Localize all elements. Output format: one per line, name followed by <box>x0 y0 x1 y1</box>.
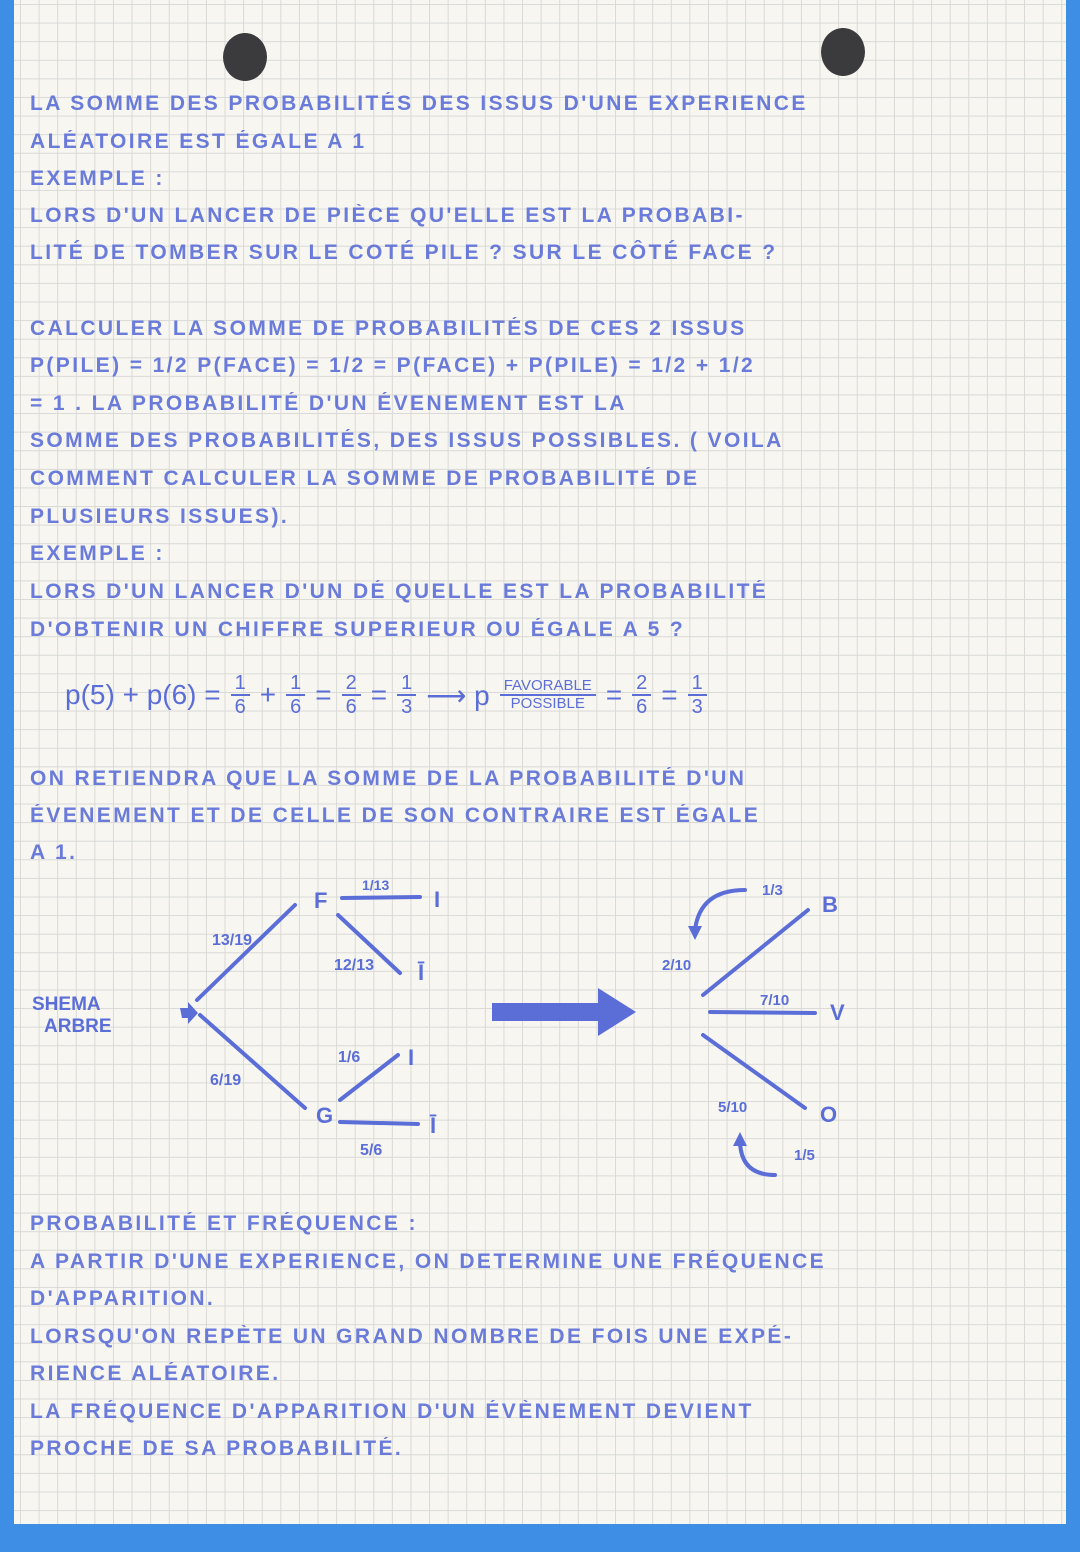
text-line: RIENCE ALÉATOIRE. <box>30 1362 281 1385</box>
punch-hole <box>223 33 267 81</box>
text-line: PROCHE DE SA PROBABILITÉ. <box>30 1437 404 1460</box>
node-G: G <box>316 1103 334 1128</box>
node-I: I <box>408 1045 415 1070</box>
text-line: ÉVENEMENT ET DE CELLE DE SON CONTRAIRE EST ÉGALE <box>30 804 761 827</box>
small-arrow-icon <box>180 1002 198 1024</box>
fraction: $\frac{1}{6}$ <box>286 672 305 718</box>
prob-label: 5/10 <box>718 1099 748 1116</box>
text-line: = 1 . LA PROBABILITÉ D'UN ÉVENEMENT EST LA <box>30 392 627 415</box>
text-line: LA FRÉQUENCE D'APPARITION D'UN ÉVÈNEMENT DEVIENT <box>30 1400 754 1423</box>
operator: = <box>661 679 678 710</box>
text-line: PLUSIEURS ISSUES). <box>30 505 290 528</box>
fraction: $\frac{1}{3}$ <box>688 672 707 718</box>
text-line: ON RETIENDRA QUE LA SOMME DE LA PROBABILITÉ D'UN <box>30 767 747 790</box>
text-line: EXEMPLE : <box>30 167 165 190</box>
text-line: LORS D'UN LANCER DE PIÈCE QU'ELLE EST LA PROBABI- <box>30 204 745 227</box>
text-line: CALCULER LA SOMME DE PROBABILITÉS DE CES 2 ISSUS <box>30 317 747 340</box>
prob-label: 13/19 <box>212 932 253 949</box>
prob-label: 5/6 <box>360 1142 383 1159</box>
text-line: P(PILE) = 1/2 P(FACE) = 1/2 = P(FACE) + P(PILE) = 1/2 + 1/2 <box>30 354 756 377</box>
favorable-over-possible: $\frac{\text{FAVORABLE}}{\text{POSSIBLE}}$ <box>500 678 596 713</box>
text-line: A PARTIR D'UNE EXPERIENCE, ON DETERMINE UNE FRÉQUENCE <box>30 1250 827 1273</box>
text-line: D'OBTENIR UN CHIFFRE SUPERIEUR OU ÉGALE A 5 ? <box>30 618 686 641</box>
node-V: V <box>830 1000 845 1025</box>
text-line: LITÉ DE TOMBER SUR LE COTÉ PILE ? SUR LE CÔTÉ FACE ? <box>30 241 778 264</box>
prob-label: 12/13 <box>334 957 375 974</box>
node-I: I <box>434 887 441 912</box>
text-line: EXEMPLE : <box>30 542 165 565</box>
prob-label: 1/6 <box>338 1049 361 1066</box>
operator: + <box>259 679 277 710</box>
operator: = <box>605 679 623 710</box>
prob-label: 7/10 <box>760 992 790 1009</box>
text-line: COMMENT CALCULER LA SOMME DE PROBABILITÉ DE <box>30 467 700 490</box>
prob-label: 2/10 <box>662 957 692 974</box>
node-O: O <box>820 1102 838 1127</box>
text-line: SOMME DES PROBABILITÉS, DES ISSUS POSSIBLES. ( VOILA <box>30 429 784 452</box>
prob-label: 6/19 <box>210 1072 242 1089</box>
fraction: $\frac{2}{6}$ <box>342 672 361 718</box>
node-I-bar: Ī <box>430 1113 437 1138</box>
dice-formula <box>65 672 707 718</box>
text-line: ALÉATOIRE EST ÉGALE A 1 <box>30 130 367 153</box>
big-arrow-icon <box>492 988 636 1036</box>
operator: = <box>370 679 388 710</box>
text-line: A 1. <box>30 841 78 864</box>
tree-diagram <box>0 850 1080 1200</box>
fraction: $\frac{2}{6}$ <box>632 672 651 718</box>
diagram-label: ARBRE <box>44 1016 112 1037</box>
prob-label: 1/5 <box>794 1147 815 1164</box>
operator: = <box>315 679 332 710</box>
implies-arrow: ⟶ p <box>426 679 490 711</box>
node-F: F <box>314 888 328 913</box>
text-line: D'APPARITION. <box>30 1287 216 1310</box>
punch-hole <box>821 28 865 76</box>
node-I-bar: Ī <box>418 960 425 985</box>
formula-lhs: p(5) + p(6) = <box>65 679 221 710</box>
diagram-label: SHEMA <box>32 994 101 1015</box>
section-heading: PROBABILITÉ ET FRÉQUENCE : <box>30 1212 418 1235</box>
prob-label: 1/3 <box>762 882 783 899</box>
text-line: LORSQU'ON REPÈTE UN GRAND NOMBRE DE FOIS UNE EXPÉ- <box>30 1325 794 1348</box>
fraction: $\frac{1}{3}$ <box>397 672 416 718</box>
prob-label: 1/13 <box>362 877 390 893</box>
text-line: LA SOMME DES PROBABILITÉS DES ISSUS D'UNE EXPERIENCE <box>30 92 808 115</box>
node-B: B <box>822 892 838 917</box>
text-line: LORS D'UN LANCER D'UN DÉ QUELLE EST LA PROBABILITÉ <box>30 580 769 603</box>
fraction: $\frac{1}{6}$ <box>231 672 250 718</box>
